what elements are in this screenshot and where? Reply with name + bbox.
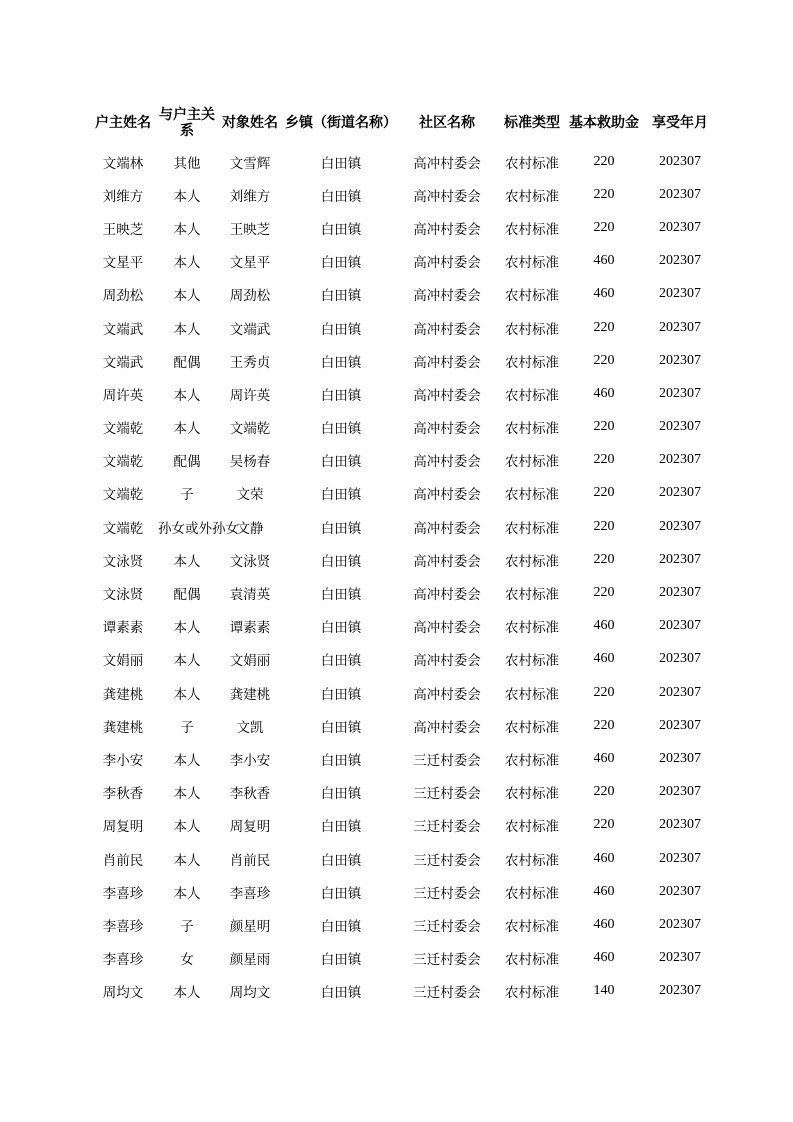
- cell-householder-name: 李喜珍: [102, 952, 144, 969]
- cell-standard-type: 农村标准: [505, 686, 559, 703]
- cell-benefit-month: 202307: [659, 618, 701, 634]
- cell-recipient-name: 文凯: [236, 719, 264, 736]
- cell-community: 高冲村委会: [413, 454, 481, 471]
- cell-householder-name: 文娟丽: [102, 653, 144, 670]
- table-row: [88, 610, 720, 643]
- cell-community: 高冲村委会: [413, 587, 481, 604]
- cell-township: 白田镇: [320, 620, 362, 637]
- header-township: 乡镇（街道名称）: [285, 114, 397, 131]
- cell-basic-assistance: 220: [593, 717, 615, 733]
- cell-basic-assistance: 220: [593, 784, 615, 800]
- cell-standard-type: 农村标准: [505, 387, 559, 404]
- header-community: 社区名称: [419, 114, 475, 131]
- cell-township: 白田镇: [320, 819, 362, 836]
- cell-relationship: 本人: [173, 686, 201, 703]
- cell-standard-type: 农村标准: [505, 421, 559, 438]
- cell-benefit-month: 202307: [659, 983, 701, 999]
- table-row: [88, 908, 720, 941]
- table-row: [88, 576, 720, 609]
- cell-recipient-name: 文娟丽: [229, 653, 271, 670]
- cell-relationship: 本人: [173, 255, 201, 272]
- cell-basic-assistance: 460: [593, 253, 615, 269]
- table-row: [88, 543, 720, 576]
- cell-township: 白田镇: [320, 786, 362, 803]
- cell-community: 高冲村委会: [413, 487, 481, 504]
- cell-community: 三迁村委会: [413, 885, 481, 902]
- table-row: [88, 875, 720, 908]
- cell-community: 高冲村委会: [413, 620, 481, 637]
- cell-benefit-month: 202307: [659, 286, 701, 302]
- cell-relationship: 本人: [173, 288, 201, 305]
- cell-relationship: 孙女或外孙女: [158, 520, 239, 537]
- cell-householder-name: 谭素素: [102, 620, 144, 637]
- header-basic-assistance: 基本救助金: [569, 114, 639, 131]
- cell-recipient-name: 吴杨春: [229, 454, 271, 471]
- header-row: [88, 100, 720, 145]
- cell-benefit-month: 202307: [659, 684, 701, 700]
- cell-recipient-name: 文泳贤: [229, 553, 271, 570]
- cell-benefit-month: 202307: [659, 153, 701, 169]
- cell-relationship: 本人: [173, 221, 201, 238]
- table-row: [88, 709, 720, 742]
- cell-recipient-name: 文星平: [229, 255, 271, 272]
- cell-relationship: 其他: [173, 155, 201, 172]
- cell-householder-name: 文端武: [102, 354, 144, 371]
- cell-standard-type: 农村标准: [505, 786, 559, 803]
- cell-community: 三迁村委会: [413, 918, 481, 935]
- cell-community: 高冲村委会: [413, 653, 481, 670]
- cell-benefit-month: 202307: [659, 385, 701, 401]
- table-row: [88, 942, 720, 975]
- cell-householder-name: 文端乾: [102, 454, 144, 471]
- cell-recipient-name: 袁清英: [229, 587, 271, 604]
- cell-householder-name: 肖前民: [102, 852, 144, 869]
- cell-community: 三迁村委会: [413, 985, 481, 1002]
- table-row: [88, 776, 720, 809]
- cell-township: 白田镇: [320, 985, 362, 1002]
- cell-basic-assistance: 220: [593, 419, 615, 435]
- cell-standard-type: 农村标准: [505, 819, 559, 836]
- cell-basic-assistance: 220: [593, 551, 615, 567]
- cell-township: 白田镇: [320, 155, 362, 172]
- cell-recipient-name: 文雪辉: [229, 155, 271, 172]
- cell-township: 白田镇: [320, 852, 362, 869]
- cell-benefit-month: 202307: [659, 784, 701, 800]
- cell-householder-name: 文端武: [102, 321, 144, 338]
- cell-community: 高冲村委会: [413, 421, 481, 438]
- cell-basic-assistance: 220: [593, 319, 615, 335]
- cell-basic-assistance: 460: [593, 750, 615, 766]
- cell-benefit-month: 202307: [659, 219, 701, 235]
- cell-basic-assistance: 460: [593, 286, 615, 302]
- cell-community: 高冲村委会: [413, 255, 481, 272]
- cell-householder-name: 文泳贤: [102, 553, 144, 570]
- cell-community: 三迁村委会: [413, 819, 481, 836]
- cell-basic-assistance: 220: [593, 352, 615, 368]
- cell-community: 高冲村委会: [413, 553, 481, 570]
- table-row: [88, 311, 720, 344]
- cell-township: 白田镇: [320, 686, 362, 703]
- cell-recipient-name: 李小安: [229, 752, 271, 769]
- cell-standard-type: 农村标准: [505, 188, 559, 205]
- cell-householder-name: 李小安: [102, 752, 144, 769]
- cell-standard-type: 农村标准: [505, 852, 559, 869]
- cell-community: 高冲村委会: [413, 155, 481, 172]
- cell-benefit-month: 202307: [659, 319, 701, 335]
- cell-standard-type: 农村标准: [505, 620, 559, 637]
- table-row: [88, 444, 720, 477]
- cell-householder-name: 周复明: [102, 819, 144, 836]
- cell-community: 三迁村委会: [413, 752, 481, 769]
- cell-township: 白田镇: [320, 918, 362, 935]
- table-row: [88, 676, 720, 709]
- cell-standard-type: 农村标准: [505, 288, 559, 305]
- cell-relationship: 本人: [173, 985, 201, 1002]
- cell-recipient-name: 王秀贞: [229, 354, 271, 371]
- header-recipient-name: 对象姓名: [222, 114, 278, 131]
- table-row: [88, 477, 720, 510]
- cell-benefit-month: 202307: [659, 518, 701, 534]
- cell-basic-assistance: 220: [593, 153, 615, 169]
- cell-community: 三迁村委会: [413, 786, 481, 803]
- cell-recipient-name: 文端武: [229, 321, 271, 338]
- cell-householder-name: 文端林: [102, 155, 144, 172]
- cell-benefit-month: 202307: [659, 452, 701, 468]
- cell-relationship: 本人: [173, 553, 201, 570]
- cell-standard-type: 农村标准: [505, 985, 559, 1002]
- header-benefit-month: 享受年月: [652, 114, 708, 131]
- cell-benefit-month: 202307: [659, 750, 701, 766]
- cell-benefit-month: 202307: [659, 651, 701, 667]
- cell-recipient-name: 文荣: [236, 487, 264, 504]
- roster-body: [88, 145, 720, 1008]
- cell-basic-assistance: 460: [593, 385, 615, 401]
- cell-township: 白田镇: [320, 354, 362, 371]
- table-row: [88, 975, 720, 1008]
- cell-community: 高冲村委会: [413, 221, 481, 238]
- cell-township: 白田镇: [320, 719, 362, 736]
- cell-standard-type: 农村标准: [505, 952, 559, 969]
- cell-recipient-name: 李喜珍: [229, 885, 271, 902]
- cell-relationship: 子: [180, 719, 194, 736]
- roster-table: [88, 100, 720, 1008]
- cell-householder-name: 文星平: [102, 255, 144, 272]
- table-row: [88, 742, 720, 775]
- cell-householder-name: 周均文: [102, 985, 144, 1002]
- cell-householder-name: 文端乾: [102, 520, 144, 537]
- cell-benefit-month: 202307: [659, 352, 701, 368]
- cell-householder-name: 王映芝: [102, 221, 144, 238]
- cell-community: 三迁村委会: [413, 852, 481, 869]
- cell-community: 高冲村委会: [413, 520, 481, 537]
- cell-standard-type: 农村标准: [505, 221, 559, 238]
- cell-township: 白田镇: [320, 752, 362, 769]
- cell-community: 高冲村委会: [413, 354, 481, 371]
- cell-standard-type: 农村标准: [505, 918, 559, 935]
- cell-recipient-name: 周均文: [229, 985, 271, 1002]
- table-row: [88, 245, 720, 278]
- cell-recipient-name: 颜星雨: [229, 952, 271, 969]
- cell-householder-name: 文端乾: [102, 487, 144, 504]
- cell-benefit-month: 202307: [659, 717, 701, 733]
- cell-standard-type: 农村标准: [505, 587, 559, 604]
- cell-township: 白田镇: [320, 520, 362, 537]
- cell-township: 白田镇: [320, 387, 362, 404]
- cell-householder-name: 周许英: [102, 387, 144, 404]
- cell-township: 白田镇: [320, 321, 362, 338]
- cell-relationship: 本人: [173, 885, 201, 902]
- cell-benefit-month: 202307: [659, 916, 701, 932]
- cell-householder-name: 李喜珍: [102, 918, 144, 935]
- header-relationship: 与户主关系: [159, 106, 215, 139]
- cell-basic-assistance: 220: [593, 485, 615, 501]
- cell-basic-assistance: 220: [593, 186, 615, 202]
- cell-recipient-name: 文静: [236, 520, 264, 537]
- cell-standard-type: 农村标准: [505, 155, 559, 172]
- cell-standard-type: 农村标准: [505, 454, 559, 471]
- cell-community: 高冲村委会: [413, 188, 481, 205]
- table-row: [88, 510, 720, 543]
- cell-householder-name: 龚建桃: [102, 719, 144, 736]
- cell-standard-type: 农村标准: [505, 321, 559, 338]
- cell-township: 白田镇: [320, 952, 362, 969]
- table-row: [88, 178, 720, 211]
- cell-relationship: 本人: [173, 786, 201, 803]
- cell-basic-assistance: 220: [593, 518, 615, 534]
- cell-recipient-name: 龚建桃: [229, 686, 271, 703]
- cell-basic-assistance: 460: [593, 916, 615, 932]
- cell-community: 高冲村委会: [413, 719, 481, 736]
- cell-benefit-month: 202307: [659, 817, 701, 833]
- cell-relationship: 本人: [173, 421, 201, 438]
- cell-township: 白田镇: [320, 188, 362, 205]
- cell-householder-name: 文端乾: [102, 421, 144, 438]
- cell-relationship: 子: [180, 918, 194, 935]
- cell-township: 白田镇: [320, 487, 362, 504]
- cell-benefit-month: 202307: [659, 950, 701, 966]
- cell-township: 白田镇: [320, 421, 362, 438]
- cell-householder-name: 龚建桃: [102, 686, 144, 703]
- cell-standard-type: 农村标准: [505, 553, 559, 570]
- cell-relationship: 本人: [173, 653, 201, 670]
- cell-township: 白田镇: [320, 255, 362, 272]
- cell-relationship: 本人: [173, 852, 201, 869]
- cell-standard-type: 农村标准: [505, 520, 559, 537]
- cell-community: 高冲村委会: [413, 686, 481, 703]
- cell-relationship: 本人: [173, 387, 201, 404]
- cell-relationship: 本人: [173, 188, 201, 205]
- cell-benefit-month: 202307: [659, 253, 701, 269]
- cell-householder-name: 文泳贤: [102, 587, 144, 604]
- cell-benefit-month: 202307: [659, 419, 701, 435]
- cell-township: 白田镇: [320, 288, 362, 305]
- cell-benefit-month: 202307: [659, 551, 701, 567]
- cell-householder-name: 李秋香: [102, 786, 144, 803]
- cell-recipient-name: 刘维方: [229, 188, 271, 205]
- cell-standard-type: 农村标准: [505, 653, 559, 670]
- cell-basic-assistance: 460: [593, 618, 615, 634]
- cell-householder-name: 李喜珍: [102, 885, 144, 902]
- cell-township: 白田镇: [320, 553, 362, 570]
- cell-basic-assistance: 220: [593, 684, 615, 700]
- cell-recipient-name: 李秋香: [229, 786, 271, 803]
- cell-relationship: 本人: [173, 819, 201, 836]
- cell-basic-assistance: 220: [593, 817, 615, 833]
- header-householder-name: 户主姓名: [95, 114, 151, 131]
- cell-standard-type: 农村标准: [505, 752, 559, 769]
- table-row: [88, 278, 720, 311]
- table-row: [88, 842, 720, 875]
- cell-householder-name: 刘维方: [102, 188, 144, 205]
- cell-township: 白田镇: [320, 221, 362, 238]
- cell-basic-assistance: 140: [593, 983, 615, 999]
- cell-basic-assistance: 220: [593, 219, 615, 235]
- cell-standard-type: 农村标准: [505, 885, 559, 902]
- cell-township: 白田镇: [320, 454, 362, 471]
- cell-recipient-name: 颜星明: [229, 918, 271, 935]
- table-row: [88, 809, 720, 842]
- cell-standard-type: 农村标准: [505, 719, 559, 736]
- cell-basic-assistance: 220: [593, 452, 615, 468]
- cell-recipient-name: 肖前民: [229, 852, 271, 869]
- table-row: [88, 145, 720, 178]
- cell-standard-type: 农村标准: [505, 487, 559, 504]
- cell-recipient-name: 周劲松: [229, 288, 271, 305]
- cell-community: 三迁村委会: [413, 952, 481, 969]
- cell-community: 高冲村委会: [413, 288, 481, 305]
- cell-community: 高冲村委会: [413, 321, 481, 338]
- cell-relationship: 本人: [173, 752, 201, 769]
- cell-relationship: 配偶: [173, 454, 201, 471]
- table-row: [88, 643, 720, 676]
- cell-basic-assistance: 460: [593, 651, 615, 667]
- cell-recipient-name: 周许英: [229, 387, 271, 404]
- cell-benefit-month: 202307: [659, 485, 701, 501]
- cell-relationship: 女: [180, 952, 194, 969]
- cell-householder-name: 周劲松: [102, 288, 144, 305]
- cell-township: 白田镇: [320, 653, 362, 670]
- assistance-roster: [88, 100, 720, 1008]
- cell-basic-assistance: 460: [593, 950, 615, 966]
- table-row: [88, 377, 720, 410]
- cell-community: 高冲村委会: [413, 387, 481, 404]
- cell-recipient-name: 王映芝: [229, 221, 271, 238]
- cell-benefit-month: 202307: [659, 585, 701, 601]
- cell-recipient-name: 谭素素: [229, 620, 271, 637]
- cell-relationship: 本人: [173, 620, 201, 637]
- cell-relationship: 配偶: [173, 587, 201, 604]
- cell-relationship: 本人: [173, 321, 201, 338]
- table-row: [88, 344, 720, 377]
- table-row: [88, 411, 720, 444]
- table-row: [88, 211, 720, 244]
- cell-standard-type: 农村标准: [505, 354, 559, 371]
- cell-township: 白田镇: [320, 885, 362, 902]
- header-standard-type: 标准类型: [504, 114, 560, 131]
- cell-basic-assistance: 460: [593, 850, 615, 866]
- cell-basic-assistance: 220: [593, 585, 615, 601]
- cell-recipient-name: 文端乾: [229, 421, 271, 438]
- cell-relationship: 配偶: [173, 354, 201, 371]
- cell-basic-assistance: 460: [593, 883, 615, 899]
- cell-benefit-month: 202307: [659, 883, 701, 899]
- cell-benefit-month: 202307: [659, 850, 701, 866]
- cell-township: 白田镇: [320, 587, 362, 604]
- cell-recipient-name: 周复明: [229, 819, 271, 836]
- cell-standard-type: 农村标准: [505, 255, 559, 272]
- cell-benefit-month: 202307: [659, 186, 701, 202]
- cell-relationship: 子: [180, 487, 194, 504]
